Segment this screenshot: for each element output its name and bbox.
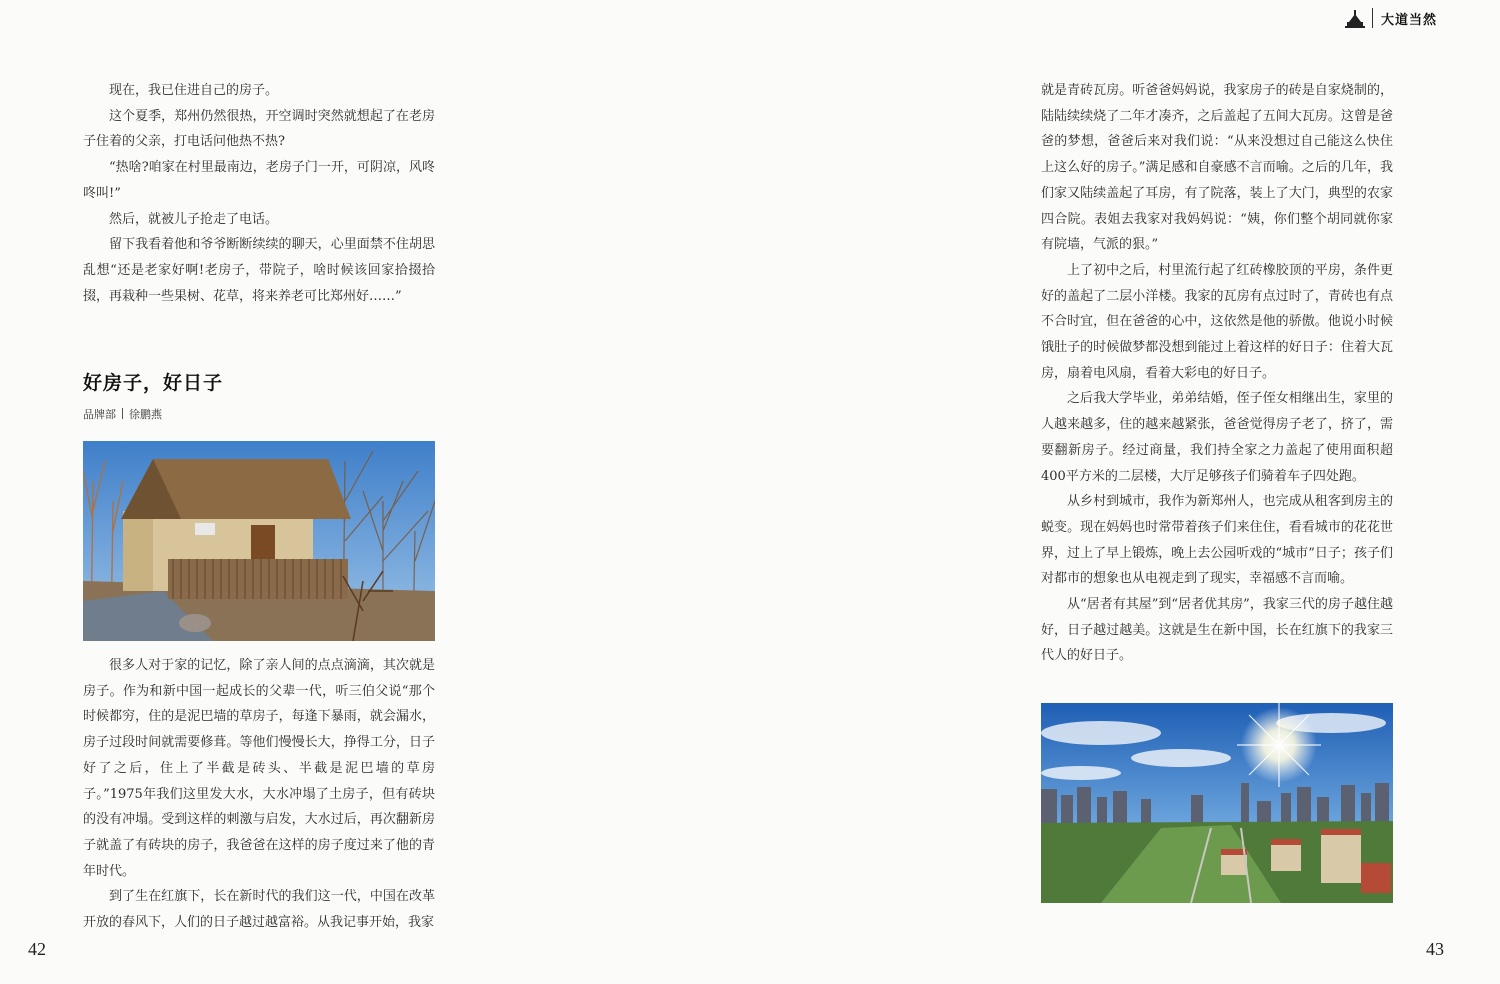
intro-paragraph: 然后，就被儿子抢走了电话。 bbox=[109, 211, 279, 227]
body-paragraph: 上了初中之后，村里流行起了红砖橡胶顶的平房，条件更好的盖起了二层小洋楼。我家的瓦房有点过时了，青砖也有点不合时宜，但在爸爸的心中，这依然是他的骄傲。他说小时候饿肚子的时候做梦都没想到能过上着这样的好日子：住着大瓦房，扇着电风扇，看着大彩电的好日子。 bbox=[1041, 262, 1393, 381]
intro-paragraph: 现在，我已住进自己的房子。 bbox=[109, 83, 279, 98]
byline-author: 徐鹏燕 bbox=[129, 408, 162, 421]
body-paragraph: 到了生在红旗下，长在新时代的我们这一代，中国在改革开放的春风下，人们的日子越过越富裕。从我记事开始，我家 bbox=[83, 889, 435, 931]
body-paragraph: 就是青砖瓦房。听爸爸妈妈说，我家房子的砖是自家烧制的，陆陆续续烧了二年才凑齐，之后盖起了五间大瓦房。这曾是爸爸的梦想，爸爸后来对我们说：“从来没想过自己能这么快住上这么好的房子。”满足感和自豪感不言而喻。之后的几年，我们家又陆续盖起了耳房，有了院落，装上了大门，典型的农家四合院。表姐去我家对我妈妈说：“姨，你们整个胡同就你家有院墙，气派的狠。” bbox=[1041, 83, 1393, 253]
city-skyline-photo bbox=[1041, 703, 1393, 903]
magazine-title: 大道当然 bbox=[1381, 12, 1438, 28]
page-number: 43 bbox=[1426, 939, 1444, 959]
thatched-cottage-photo bbox=[83, 441, 435, 641]
intro-paragraph: “热啥?咱家在村里最南边，老房子门一开，可阴凉，风咚咚叫!” bbox=[83, 160, 435, 201]
building-logo-icon bbox=[1345, 8, 1365, 28]
body-paragraph: 很多人对于家的记忆，除了亲人间的点点滴滴，其次就是房子。作为和新中国一起成长的父辈一代，听三伯父说“那个时候都穷，住的是泥巴墙的草房子，每逢下暴雨，就会漏水，房子过段时间就需要修葺。等他们慢慢长大，挣得工分，日子好了之后，住上了半截是砖头、半截是泥巴墙的草房子。”1975年我们这里发大水，大水冲塌了土房子，但有砖块的没有冲塌。受到这样的刺激与启发，大水过后，再次翻新房子就盖了有砖块的房子，我爸爸在这样的房子度过来了他的青年时代。 bbox=[83, 658, 435, 879]
header-divider bbox=[1372, 8, 1373, 28]
body-paragraph: 从乡村到城市，我作为新郑州人，也完成从租客到房主的蜕变。现在妈妈也时常带着孩子们来住住，看看城市的花花世界，过上了早上锻炼，晚上去公园听戏的“城市”日子；孩子们对都市的想象也从电视走到了现实，幸福感不言而喻。 bbox=[1041, 494, 1393, 587]
byline bbox=[83, 406, 162, 422]
intro-paragraph: 这个夏季，郑州仍然很热，开空调时突然就想起了在老房子住着的父亲，打电话问他热不热? bbox=[83, 108, 435, 150]
byline-divider bbox=[122, 408, 123, 419]
magazine-header bbox=[1345, 8, 1437, 28]
page-number: 42 bbox=[28, 939, 46, 959]
body-paragraph: 从“居者有其屋”到“居者优其房”，我家三代的房子越住越好，日子越过越美。这就是生在新中国，长在红旗下的我家三代人的好日子。 bbox=[1041, 597, 1393, 664]
intro-paragraph: 留下我看着他和爷爷断断续续的聊天，心里面禁不住胡思乱想“还是老家好啊!老房子，带院子，啥时候该回家拾掇拾掇，再栽种一些果树、花草，将来养老可比郑州好……” bbox=[83, 237, 435, 304]
byline-department: 品牌部 bbox=[83, 408, 116, 421]
right-body-text bbox=[1041, 78, 1393, 669]
article-title: 好房子，好日子 bbox=[83, 372, 224, 394]
intro-text bbox=[83, 78, 435, 309]
right-page bbox=[750, 0, 1500, 984]
body-text bbox=[83, 653, 435, 936]
body-paragraph: 之后我大学毕业，弟弟结婚，侄子侄女相继出生，家里的人越来越多，住的越来越紧张，爸爸觉得房子老了，挤了，需要翻新房子。经过商量，我们持全家之力盖起了使用面积超400平方米的二层楼，大厅足够孩子们骑着车子四处跑。 bbox=[1041, 391, 1393, 484]
